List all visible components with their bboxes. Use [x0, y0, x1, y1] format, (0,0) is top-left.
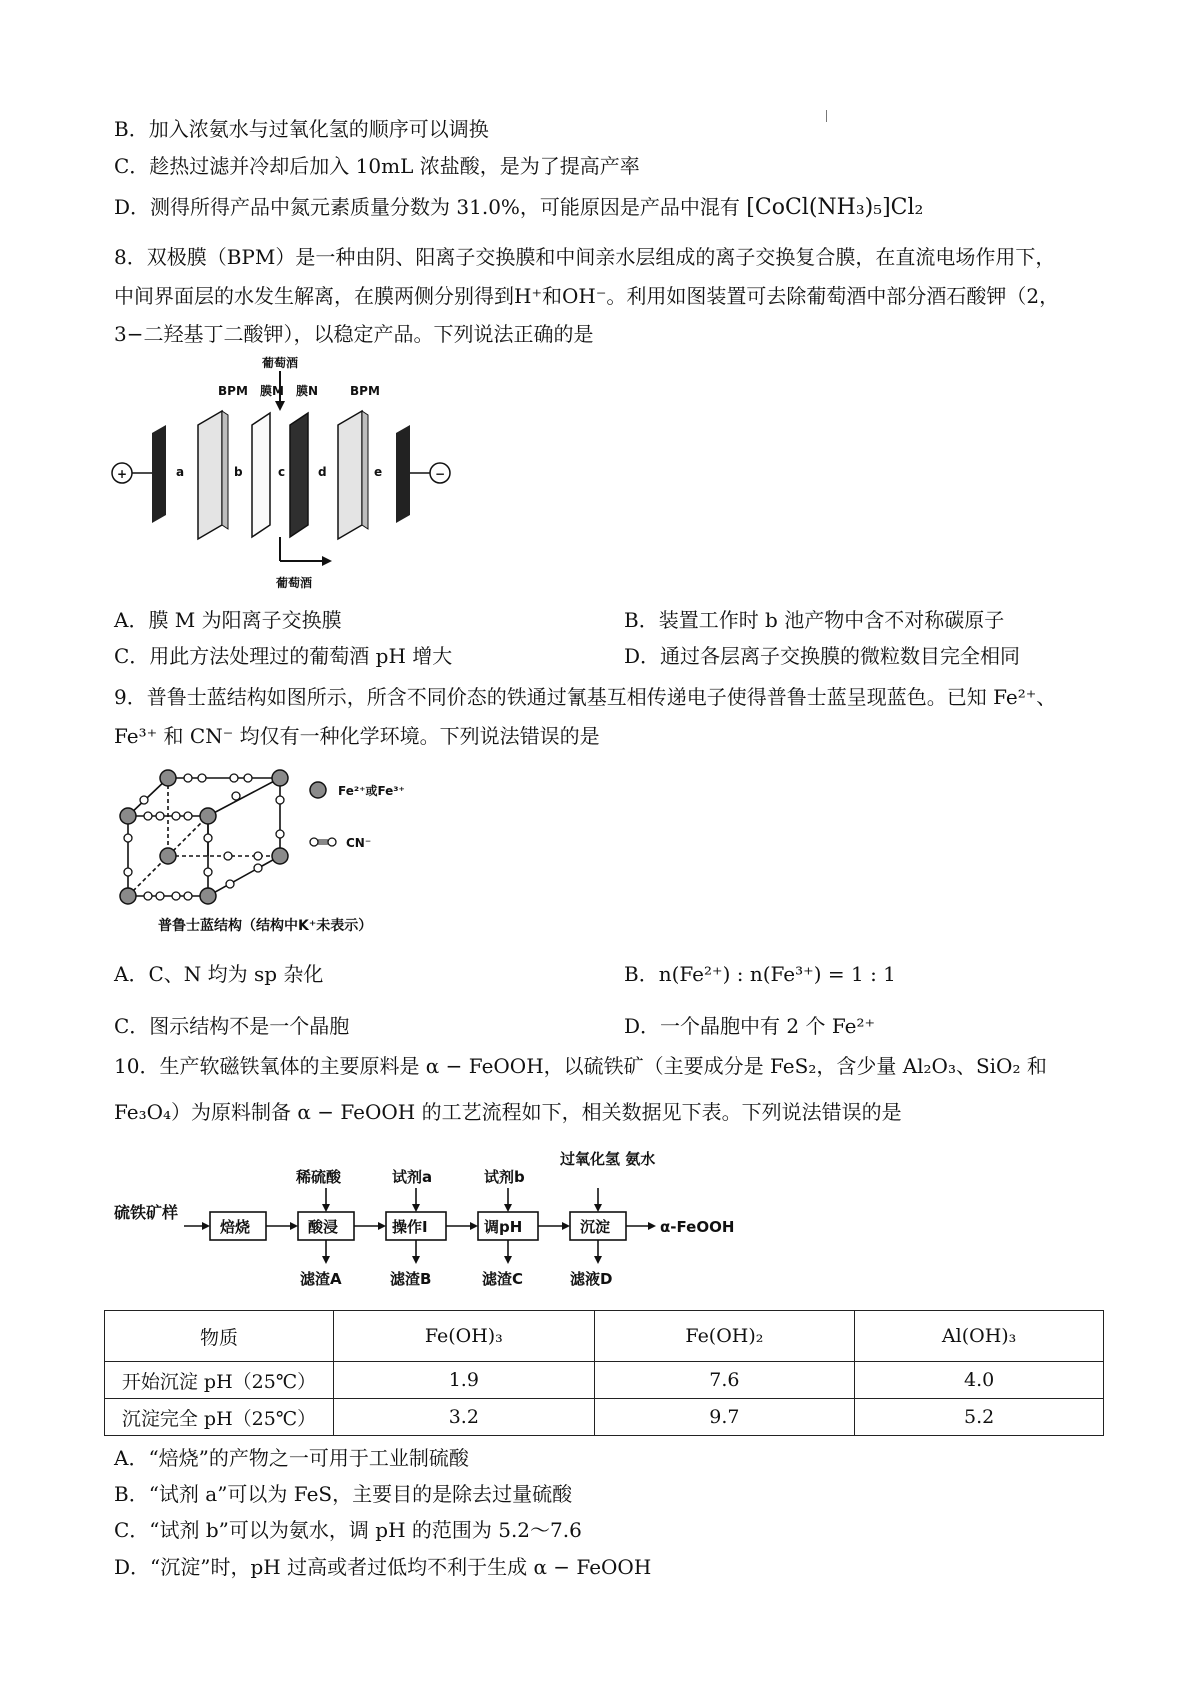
- svg-text:调pH: 调pH: [484, 1218, 523, 1236]
- q10-option-a: A．“焙烧”的产物之一可用于工业制硫酸: [114, 1446, 469, 1470]
- q10-stem-line2: Fe₃O₄）为原料制备 α − FeOOH 的工艺流程如下，相关数据见下表。下列说法错误的是: [114, 1100, 902, 1124]
- q9-option-d: D．一个晶胞中有 2 个 Fe²⁺: [624, 1014, 876, 1038]
- membrane-m-label: 膜M: [260, 384, 284, 398]
- q9-stem-line2: Fe³⁺ 和 CN⁻ 均仅有一种化学环境。下列说法错误的是: [114, 724, 600, 748]
- q10-option-d: D．“沉淀”时，pH 过高或者过低均不利于生成 α − FeOOH: [114, 1555, 652, 1579]
- table-cell: 开始沉淀 pH（25℃）: [105, 1362, 334, 1399]
- cn-legend-label: CN⁻: [346, 836, 372, 850]
- flow-product: α-FeOOH: [660, 1218, 735, 1236]
- table-row: [105, 1399, 1104, 1436]
- q7-option-c: C．趁热过滤并冷却后加入 10mL 浓盐酸，是为了提高产率: [114, 154, 640, 178]
- fe-legend-label: Fe²⁺或Fe³⁺: [338, 784, 405, 798]
- q8-option-a: A．膜 M 为阳离子交换膜: [114, 608, 342, 632]
- prussian-blue-structure-diagram: [110, 760, 470, 940]
- q8-option-c: C．用此方法处理过的葡萄酒 pH 增大: [114, 644, 453, 668]
- q7-option-b: B．加入浓氨水与过氧化氢的顺序可以调换: [114, 117, 489, 141]
- q8-stem-line1: 8．双极膜（BPM）是一种由阴、阳离子交换膜和中间亲水层组成的离子交换复合膜，在直流电场作用下，: [114, 245, 1056, 269]
- q9-stem-line1: 9．普鲁士蓝结构如图所示，所含不同价态的铁通过氰基互相传递电子使得普鲁士蓝呈现蓝色。已知 Fe²⁺、: [114, 685, 1057, 709]
- q10-stem-line1: 10．生产软磁铁氧体的主要原料是 α − FeOOH，以硫铁矿（主要成分是 FeS₂，含少量 Al₂O₃、SiO₂ 和: [114, 1054, 1047, 1078]
- chamber-b: b: [234, 465, 243, 479]
- bpm-right-label: BPM: [350, 384, 380, 398]
- scan-mark: [826, 110, 827, 122]
- anode-plate: [152, 425, 166, 523]
- q7-option-d-formula: [CoCl(NH₃)₅]Cl₂: [746, 195, 924, 220]
- q8-stem-line2: 中间界面层的水发生解离，在膜两侧分别得到H⁺和OH⁻。利用如图装置可去除葡萄酒中部分酒石酸钾（2，: [114, 284, 1060, 308]
- wine-out-label: 葡萄酒: [276, 576, 313, 590]
- chamber-a: a: [176, 465, 185, 479]
- membrane-n: [290, 413, 308, 537]
- reagent-dilute-sulfuric: 稀硫酸: [296, 1168, 342, 1186]
- waste-d: 滤液D: [570, 1270, 613, 1288]
- reagent-b: 试剂b: [484, 1168, 525, 1186]
- chamber-c: c: [278, 465, 286, 479]
- table-cell: 3.2: [334, 1399, 595, 1436]
- table-cell: 1.9: [334, 1362, 595, 1399]
- reagent-a: 试剂a: [392, 1168, 433, 1186]
- q7-option-d: [114, 193, 923, 222]
- svg-text:酸浸: 酸浸: [308, 1218, 339, 1236]
- plus-sign: +: [117, 467, 128, 481]
- table-row: [105, 1362, 1104, 1399]
- wine-in-label: 葡萄酒: [262, 356, 299, 370]
- waste-a: 滤渣A: [300, 1270, 342, 1288]
- waste-c: 滤渣C: [482, 1270, 524, 1288]
- svg-text:操作Ⅰ: 操作Ⅰ: [392, 1218, 428, 1236]
- bpm-right: [338, 411, 362, 539]
- chamber-e: e: [374, 465, 383, 479]
- q9-option-a: A．C、N 均为 sp 杂化: [114, 962, 324, 986]
- fe-legend-icon: [310, 782, 326, 798]
- membrane-m: [252, 413, 270, 537]
- waste-b: 滤渣B: [390, 1270, 432, 1288]
- table-header-row: [105, 1311, 1104, 1362]
- table-header-cell: Fe(OH)₂: [594, 1311, 855, 1362]
- bpm-electrodialysis-diagram: [110, 355, 480, 595]
- process-flow-diagram: [112, 1140, 772, 1300]
- bpm-left: [198, 411, 222, 539]
- q9-option-b: B．n(Fe²⁺) : n(Fe³⁺) = 1 : 1: [624, 962, 896, 986]
- q8-option-d: D．通过各层离子交换膜的微粒数目完全相同: [624, 644, 1021, 668]
- minus-sign: −: [435, 467, 446, 481]
- chamber-d: d: [318, 465, 327, 479]
- flow-input-label: 硫铁矿样: [114, 1203, 179, 1222]
- table-cell: 5.2: [855, 1399, 1104, 1436]
- table-cell: 4.0: [855, 1362, 1104, 1399]
- table-cell: 7.6: [594, 1362, 855, 1399]
- structure-caption: 普鲁士蓝结构（结构中K⁺未表示）: [158, 918, 373, 934]
- svg-text:焙烧: 焙烧: [220, 1218, 251, 1236]
- bpm-left-label: BPM: [218, 384, 248, 398]
- membrane-n-label: 膜N: [296, 384, 319, 398]
- q8-stem-line3: 3−二羟基丁二酸钾），以稳定产品。下列说法正确的是: [114, 322, 594, 346]
- q10-option-c: C．“试剂 b”可以为氨水，调 pH 的范围为 5.2～7.6: [114, 1518, 582, 1542]
- reagent-h2o2-ammonia: 过氧化氢 氨水: [560, 1150, 656, 1168]
- q9-option-c: C．图示结构不是一个晶胞: [114, 1014, 350, 1038]
- table-header-cell: Al(OH)₃: [855, 1311, 1104, 1362]
- table-cell: 9.7: [594, 1399, 855, 1436]
- q10-option-b: B．“试剂 a”可以为 FeS，主要目的是除去过量硫酸: [114, 1482, 573, 1506]
- q7-option-d-text: D．测得所得产品中氮元素质量分数为 31.0%，可能原因是产品中混有: [114, 195, 740, 219]
- cathode-plate: [396, 425, 410, 523]
- q8-option-b: B．装置工作时 b 池产物中含不对称碳原子: [624, 608, 1005, 632]
- precipitation-ph-table: [104, 1310, 1104, 1436]
- table-header-cell: 物质: [105, 1311, 334, 1362]
- table-cell: 沉淀完全 pH（25℃）: [105, 1399, 334, 1436]
- svg-text:沉淀: 沉淀: [580, 1218, 611, 1236]
- table-header-cell: Fe(OH)₃: [334, 1311, 595, 1362]
